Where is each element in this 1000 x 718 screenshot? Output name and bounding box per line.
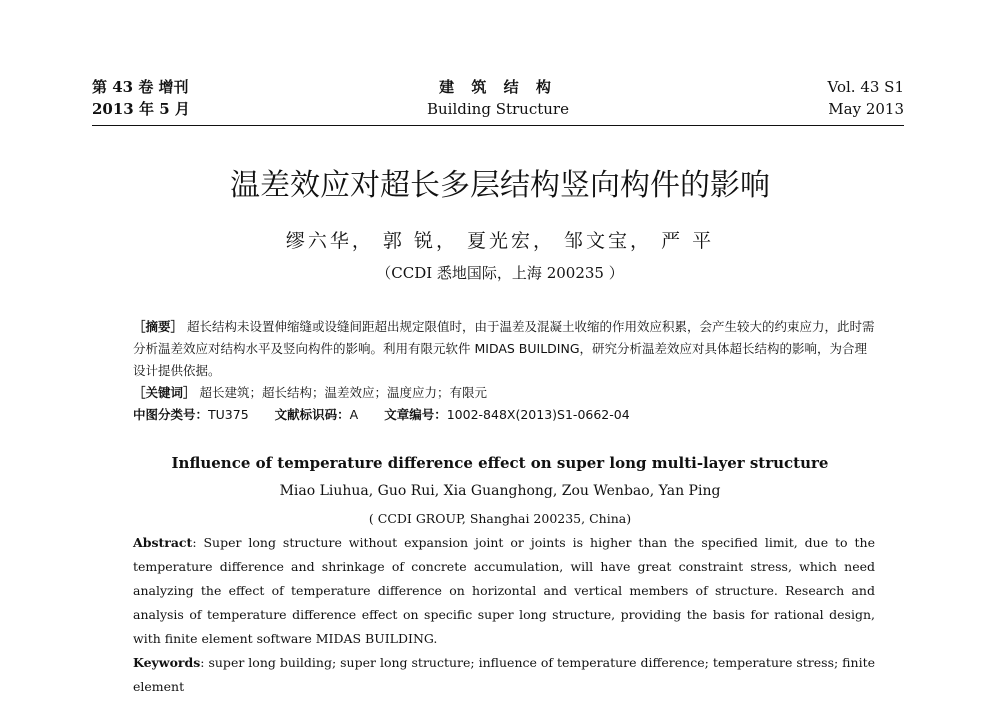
header-volume-cn: 第 43 卷 增刊 xyxy=(92,78,189,96)
header-volume-en xyxy=(828,76,905,120)
english-keywords xyxy=(133,651,875,699)
author-list: 缪六华， 郭 锐， 夏光宏， 邹文宝， 严 平 xyxy=(285,230,715,252)
abstract-cn-label: ［摘要］ xyxy=(133,319,184,334)
english-authors: Miao Liuhua, Guo Rui, Xia Guanghong, Zou Wenbao, Yan Ping xyxy=(279,483,721,499)
abstract-cn xyxy=(133,316,875,382)
doc-code-label: 文献标识码： xyxy=(274,407,350,422)
keywords-cn-label: ［关键词］ xyxy=(133,385,196,400)
header-vol-en: Vol. 43 S1 xyxy=(827,78,904,96)
doc-code-value: A xyxy=(349,407,359,422)
clc-value: TU375 xyxy=(208,407,249,422)
header-journal-en: Building Structure xyxy=(427,100,569,118)
keywords-en-text: : super long building; super long structure; influence of temperature difference; temperature stress; finite element xyxy=(133,655,875,694)
abstract-en-text: : Super long structure without expansion joint or joints is higher than the specified limit, due to the temperature difference and shrinkage of concrete accumulation, will have great constraint stress, which need analyzing the effect of temperature difference on horizontal and vertical members of structure. Research and analysis of temperature difference effect on specific super long structure, providing the basis for rational design, with finite element software MIDAS BUILDING. xyxy=(133,535,875,646)
keywords-en-label: Keywords xyxy=(133,655,201,670)
english-affiliation: ( CCDI GROUP, Shanghai 200235, China) xyxy=(368,511,632,526)
keywords-cn-text: 超长建筑；超长结构；温差效应；温度应力；有限元 xyxy=(199,385,488,400)
clc-label: 中图分类号： xyxy=(133,407,209,422)
english-abstract xyxy=(133,531,875,651)
chinese-abstract-block xyxy=(133,316,875,426)
header-date-cn: 2013 年 5 月 xyxy=(92,100,190,118)
affiliation: （CCDI 悉地国际，上海 200235 ） xyxy=(376,264,624,282)
english-title: Influence of temperature difference effect on super long multi-layer structure xyxy=(171,454,829,472)
article-number-value: 1002-848X(2013)S1-0662-04 xyxy=(446,407,630,422)
keywords-cn xyxy=(133,382,875,404)
abstract-en-label: Abstract xyxy=(133,535,193,550)
header-divider xyxy=(92,125,904,126)
header-date-en: May 2013 xyxy=(828,100,904,118)
paper-title: 温差效应对超长多层结构竖向构件的影响 xyxy=(230,168,770,203)
header-journal-name xyxy=(92,76,904,120)
abstract-cn-text: 超长结构未设置伸缩缝或设缝间距超出规定限值时，由于温差及混凝土收缩的作用效应积累，会产生较大的约束应力，此时需分析温差效应对结构水平及竖向构件的影响。利用有限元软件 MIDAS BUILDING，研究分析温差效应对具体超长结构的影响，为合理设计提供依据。 xyxy=(133,319,875,378)
article-number-label: 文章编号： xyxy=(384,407,447,422)
classification-line xyxy=(133,404,875,426)
journal-header xyxy=(92,76,904,124)
header-journal-cn: 建 筑 结 构 xyxy=(439,78,557,96)
